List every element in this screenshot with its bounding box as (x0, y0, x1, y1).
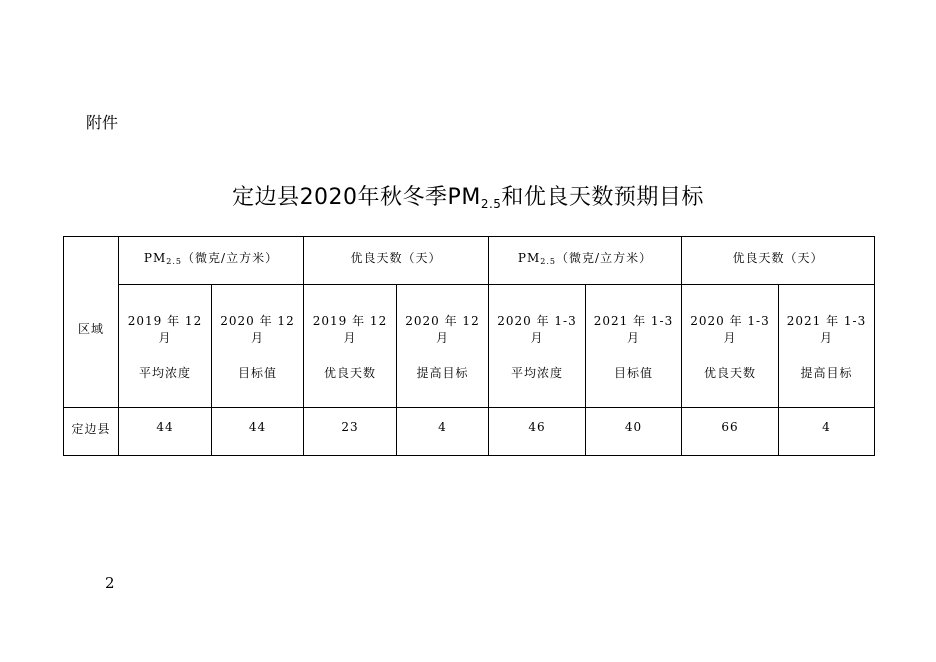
value-cell: 40 (586, 408, 682, 456)
title-text-before: 定边县2020年秋冬季PM (232, 185, 481, 210)
value-cell: 46 (489, 408, 586, 456)
subheader-cell (212, 285, 304, 408)
group-pm-label: PM (517, 251, 541, 265)
subheader-line2: 优良天数 (703, 365, 756, 380)
value-cell: 4 (779, 408, 875, 456)
group-pm-label: PM (143, 251, 167, 265)
group-header-good-days-q1: 优良天数（天） (682, 237, 875, 285)
subheader-line1: 2020 年 12 月 (220, 313, 295, 345)
value-cell: 66 (682, 408, 779, 456)
subheader-line1: 2020 年 12 月 (405, 313, 480, 345)
page-title (0, 180, 936, 211)
subheader-line2: 平均浓度 (510, 365, 563, 380)
table-row (64, 408, 875, 456)
subheader-line2: 平均浓度 (138, 365, 191, 380)
subheader-line2: 目标值 (613, 365, 653, 380)
group-pm-subscript: 2.5 (540, 257, 557, 266)
subheader-cell (779, 285, 875, 408)
subheader-row (64, 285, 875, 408)
value-cell: 4 (397, 408, 489, 456)
subheader-line1: 2020 年 1-3 月 (690, 313, 770, 345)
title-subscript: 2.5 (480, 197, 502, 211)
subheader-line2: 提高目标 (416, 365, 469, 380)
region-cell: 定边县 (64, 408, 119, 456)
subheader-line2: 优良天数 (323, 365, 376, 380)
group-header-good-days-dec: 优良天数（天） (304, 237, 489, 285)
subheader-cell (682, 285, 779, 408)
targets-table (63, 236, 875, 456)
subheader-line1: 2019 年 12 月 (127, 313, 203, 345)
region-header: 区域 (64, 237, 119, 408)
group-pm-unit: （微克/立方米） (556, 251, 653, 265)
group-pm-unit: （微克/立方米） (182, 251, 279, 265)
attachment-label: 附件 (86, 113, 119, 132)
group-header-pm25-dec (119, 237, 304, 285)
subheader-cell (586, 285, 682, 408)
subheader-cell (397, 285, 489, 408)
subheader-cell (304, 285, 397, 408)
value-cell: 44 (212, 408, 304, 456)
value-cell: 44 (119, 408, 212, 456)
subheader-cell (489, 285, 586, 408)
subheader-cell (119, 285, 212, 408)
subheader-line1: 2020 年 1-3 月 (497, 313, 577, 345)
subheader-line1: 2021 年 1-3 月 (593, 313, 674, 345)
subheader-line2: 提高目标 (800, 365, 853, 380)
subheader-line1: 2021 年 1-3 月 (786, 313, 867, 345)
value-cell: 23 (304, 408, 397, 456)
group-header-row (64, 237, 875, 285)
group-pm-subscript: 2.5 (166, 257, 183, 266)
subheader-line2: 目标值 (237, 365, 277, 380)
group-header-pm25-q1 (489, 237, 682, 285)
title-text-after: 和优良天数预期目标 (501, 185, 704, 210)
page-number: 2 (105, 574, 115, 592)
subheader-line1: 2019 年 12 月 (312, 313, 388, 345)
